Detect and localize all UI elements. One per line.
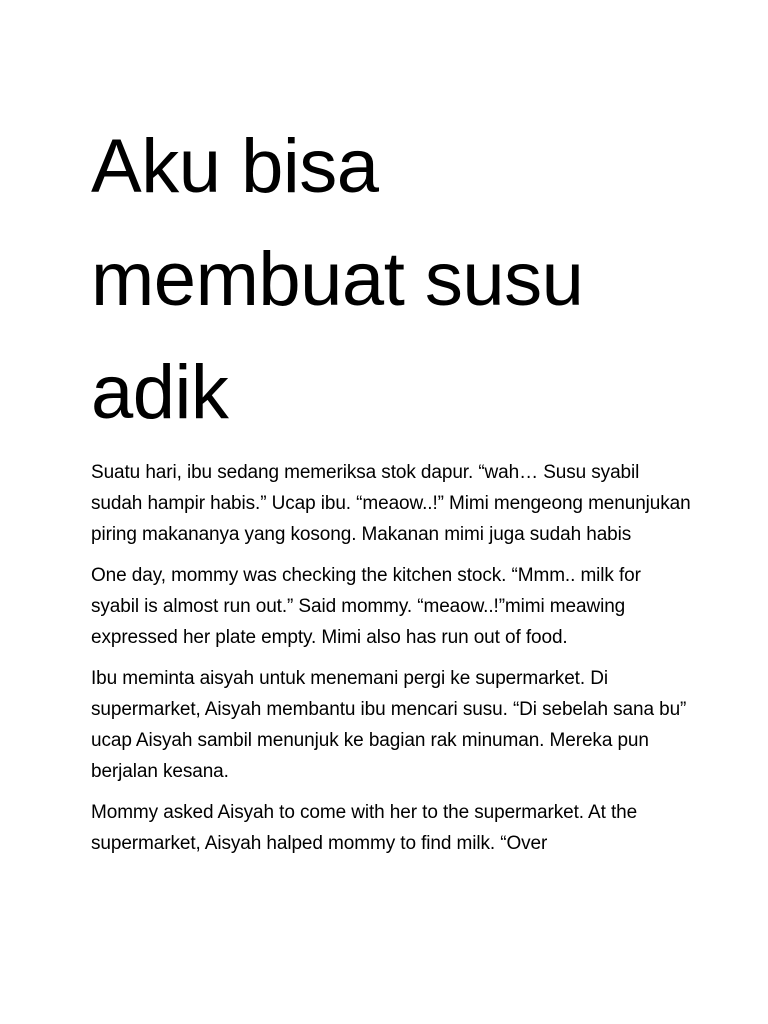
paragraph-4: Mommy asked Aisyah to come with her to the supermarket. At the supermarket, Aisyah halped mommy to find milk. “Over: [91, 802, 638, 854]
document-page: [91, 110, 691, 869]
paragraph-1: Suatu hari, ibu sedang memeriksa stok dapur. “wah… Susu syabil sudah hampir habis.” Ucap ibu. “meaow..!” Mimi mengeong menunjukan piring makananya yang kosong. Makanan mimi juga sudah habis: [91, 462, 691, 545]
document-title: Aku bisa membuat susu adik: [91, 124, 584, 435]
paragraph-3: Ibu meminta aisyah untuk menemani pergi ke supermarket. Di supermarket, Aisyah membantu ibu mencari susu. “Di sebelah sana bu” ucap Aisyah sambil menunjuk ke bagian rak minuman. Mereka pun berjalan kesana.: [91, 668, 687, 782]
paragraph-2: One day, mommy was checking the kitchen stock. “Mmm.. milk for syabil is almost run out.” Said mommy. “meaow..!”mimi meawing expressed her plate empty. Mimi also has run out of food.: [91, 565, 641, 648]
